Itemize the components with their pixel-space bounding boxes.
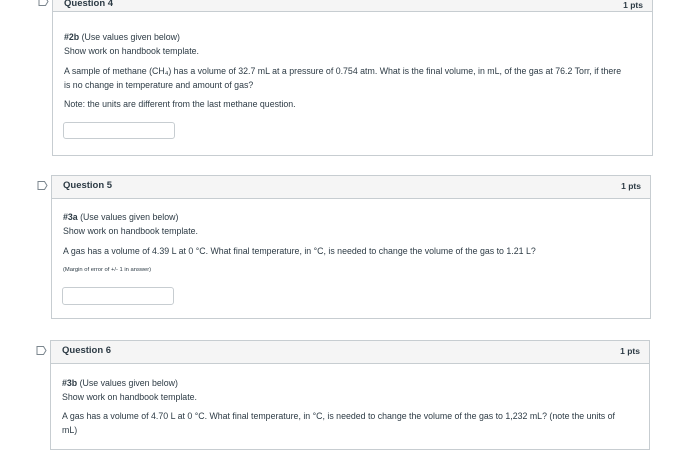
answer-input[interactable]: [63, 122, 175, 139]
question-note: (Margin of error of +/- 1 in answer): [63, 267, 152, 273]
question-title: Question 6: [62, 345, 112, 356]
question-instruction: Show work on handbook template.: [64, 46, 199, 56]
question-card: [51, 175, 651, 319]
question-body-line-2: is no change in temperature and amount of gas?: [64, 80, 254, 90]
question-title: Question 5: [63, 180, 113, 191]
question-label-rest: (Use values given below): [77, 212, 179, 222]
question-body-line-2: mL): [62, 425, 78, 435]
question-body-line-1: A sample of methane (CH₄) has a volume of 32.7 mL at a pressure of 0.754 atm. What is the final volume, in mL, of the gas at 76.2 Torr, if there: [64, 66, 622, 76]
bookmark-flag-icon[interactable]: [37, 181, 48, 190]
bookmark-flag-icon[interactable]: [38, 0, 49, 6]
question-card: [50, 340, 650, 450]
bookmark-flag-icon[interactable]: [36, 346, 47, 355]
question-title: Question 4: [64, 0, 114, 9]
question-note: Note: the units are different from the last methane question.: [64, 99, 296, 109]
question-points: 1 pts: [620, 346, 640, 356]
question-instruction: Show work on handbook template.: [63, 226, 198, 236]
question-instruction: Show work on handbook template.: [62, 392, 197, 402]
answer-input[interactable]: [62, 287, 174, 305]
question-label: #2b: [64, 32, 80, 42]
question-header: [53, 0, 652, 12]
question-points: 1 pts: [623, 0, 643, 10]
question-label: #3b: [62, 378, 78, 388]
question-body-line-1: A gas has a volume of 4.39 L at 0 °C. What final temperature, in °C, is needed to change the volume of the gas to 1.21 L?: [63, 246, 536, 256]
question-body-line-1: A gas has a volume of 4.70 L at 0 °C. What final temperature, in °C, is needed to change the volume of the gas to 1,232 mL? (note the units of: [62, 411, 615, 421]
question-card: [52, 0, 653, 156]
question-label-rest: (Use values given below): [77, 378, 178, 388]
question-label-rest: (Use values given below): [79, 32, 180, 42]
question-header: [51, 341, 649, 364]
question-header: [52, 176, 650, 199]
question-points: 1 pts: [621, 181, 641, 191]
question-label-line: [63, 211, 178, 223]
question-label: #3a: [63, 212, 78, 222]
question-label-line: [62, 377, 178, 389]
question-label-line: [64, 31, 180, 43]
